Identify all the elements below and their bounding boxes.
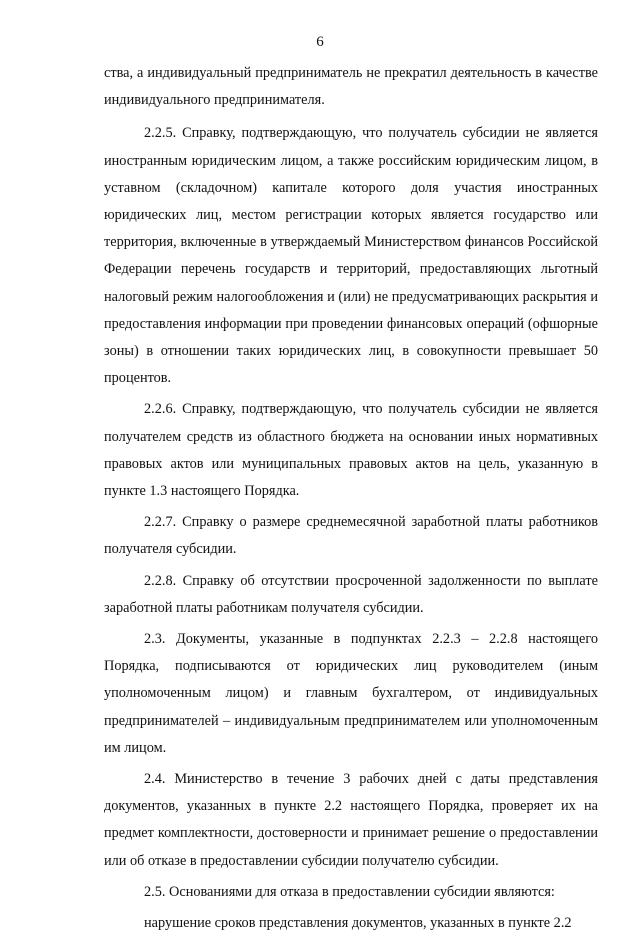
paragraph-2-2-6: 2.2.6. Справку, подтверждающую, что получатель субсидии не является получателем средств из областного бюджета на основании иных нормативных правовых актов или муниципальных правовых актов на цель, указанную в пункте 1.3 настоящего Порядка. xyxy=(104,401,598,500)
paragraph-2-4: 2.4. Министерство в течение 3 рабочих дней с даты представления документов, указанных в пункте 2.2 настоящего Порядка, проверяет их на предмет комплектности, достоверности и принимает решение о предоставлении или об отказе в предоставлении субсидии получателю субсидии. xyxy=(104,771,598,869)
document-body xyxy=(104,60,598,941)
paragraph-2-5-item: нарушение сроков представления документов, указанных в пункте 2.2 xyxy=(144,915,572,932)
paragraph-2-2-7: 2.2.7. Справку о размере среднемесячной заработной платы работников получателя субсидии. xyxy=(104,514,598,558)
paragraph-2-2-5: 2.2.5. Справку, подтверждающую, что получатель субсидии не является иностранным юридическим лицом, а также российским юридическим лицом, в уставном (складочном) капитале которого доля участия иностранных юридических лиц, местом регистрации которых является государство или территория, включенные в утверждаемый Министерством финансов Российской Федерации перечень государств и территорий, предоставляющих льготный налоговый режим налогообложения и (или) не предусматривающих раскрытия и предоставления информации при проведении финансовых операций (офшорные зоны) в отношении таких юридических лиц, в совокупности превышает 50 процентов. xyxy=(104,125,598,387)
page-number: 6 xyxy=(316,34,324,50)
paragraph-2-2-8: 2.2.8. Справку об отсутствии просроченной задолженности по выплате заработной платы работникам получателя субсидии. xyxy=(104,572,598,616)
paragraph-2-5: 2.5. Основаниями для отказа в предоставлении субсидии являются: xyxy=(144,883,555,900)
paragraph-continuation: ства, а индивидуальный предприниматель не прекратил деятельность в качестве индивидуального предпринимателя. xyxy=(104,65,598,109)
paragraph-2-3: 2.3. Документы, указанные в подпунктах 2.2.3 – 2.2.8 настоящего Порядка, подписываются от юридических лиц руководителем (иным уполномоченным лицом) и главным бухгалтером, от индивидуальных предпринимателей – индивидуальным предпринимателем или уполномоченным им лицом. xyxy=(104,631,598,756)
